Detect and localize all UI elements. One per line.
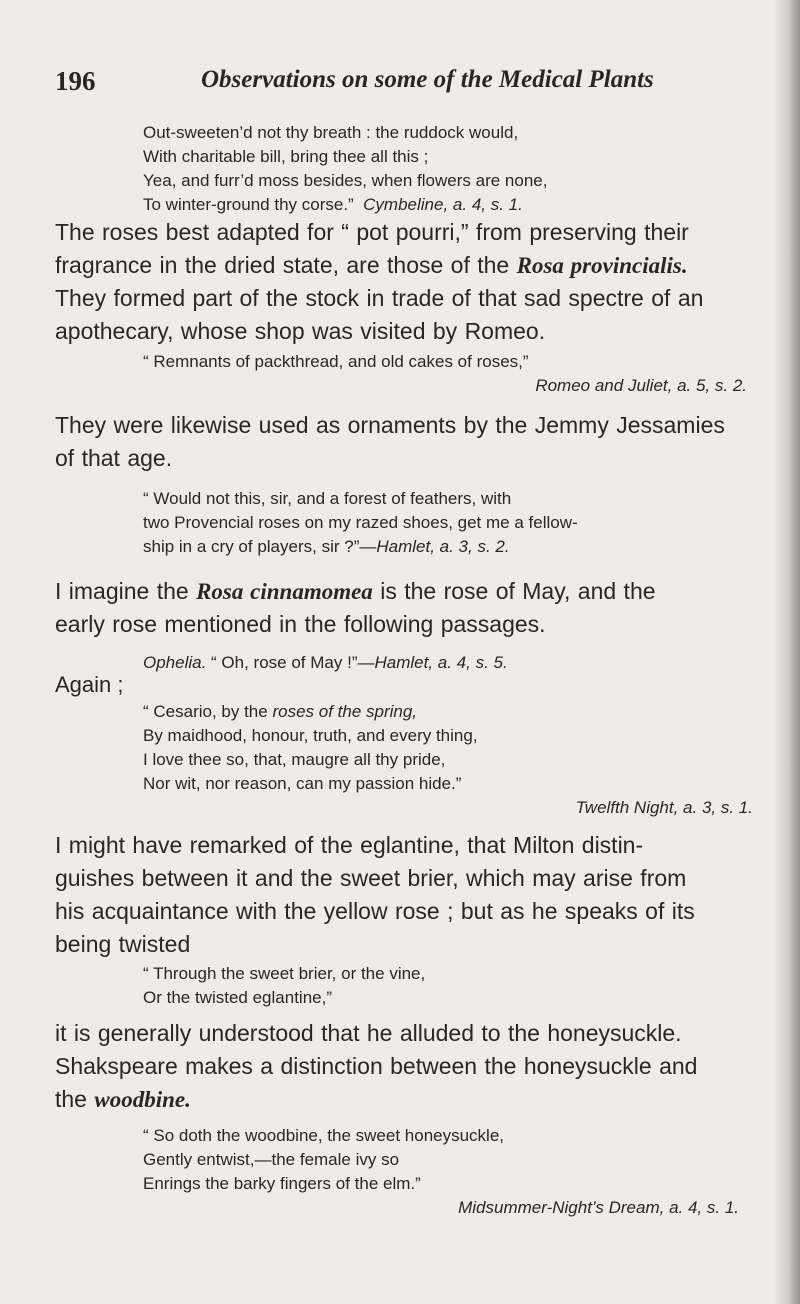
text-line: Shakspeare makes a distinction between the honeysuckle and bbox=[55, 1053, 698, 1079]
quote-milton bbox=[143, 962, 425, 1010]
quote-line: I love thee so, that, maugre all thy pride, bbox=[143, 750, 446, 769]
quote-text: “ Oh, rose of May !”— bbox=[206, 653, 375, 672]
citation: Romeo and Juliet, a. 5, s. 2. bbox=[535, 376, 747, 395]
text-line: his acquaintance with the yellow rose ; but as he speaks of its bbox=[55, 898, 695, 924]
text-line: guishes between it and the sweet brier, which may arise from bbox=[55, 865, 687, 891]
running-title: Observations on some of the Medical Plants bbox=[201, 66, 654, 93]
quote-midsummer bbox=[143, 1124, 783, 1220]
text-line: of that age. bbox=[55, 445, 173, 471]
text-line: it is generally understood that he alluded to the honeysuckle. bbox=[55, 1020, 682, 1046]
citation: Cymbeline, a. 4, s. 1. bbox=[363, 195, 523, 214]
quote-italic: roses of the spring, bbox=[272, 702, 418, 721]
quote-text: “ Cesario, by the bbox=[143, 702, 273, 721]
page-header bbox=[55, 66, 775, 106]
text-line bbox=[55, 249, 703, 282]
quote-line: “ Remnants of packthread, and old cakes of roses,” bbox=[143, 352, 529, 371]
quote-romeo bbox=[143, 350, 783, 398]
paragraph-woodbine bbox=[55, 1017, 697, 1116]
paragraph-roses bbox=[55, 216, 703, 348]
quote-line: By maidhood, honour, truth, and every thing, bbox=[143, 726, 478, 745]
text-line bbox=[55, 575, 656, 608]
speaker-name: Ophelia. bbox=[143, 653, 207, 672]
quote-line: With charitable bill, bring thee all this ; bbox=[143, 147, 429, 166]
quote-ophelia bbox=[143, 651, 508, 675]
quote-line bbox=[143, 651, 508, 675]
quote-line: two Provencial roses on my razed shoes, get me a fellow- bbox=[143, 513, 578, 532]
quote-line: Yea, and furr’d moss besides, when flowers are none, bbox=[143, 171, 548, 190]
text-line: I might have remarked of the eglantine, that Milton distin- bbox=[55, 832, 644, 858]
quote-text: To winter-ground thy corse.” bbox=[143, 195, 354, 214]
quote-line: Nor wit, nor reason, can my passion hide.” bbox=[143, 774, 462, 793]
emphasized-word: woodbine. bbox=[94, 1087, 191, 1112]
text-line: They were likewise used as ornaments by the Jemmy Jessamies bbox=[55, 412, 725, 438]
quote-line bbox=[143, 535, 578, 559]
text-line: early rose mentioned in the following passages. bbox=[55, 611, 546, 637]
quote-line: “ So doth the woodbine, the sweet honeysuckle, bbox=[143, 1126, 505, 1145]
text-run: fragrance in the dried state, are those of the bbox=[55, 252, 517, 278]
citation: Twelfth Night, a. 3, s. 1. bbox=[575, 798, 753, 817]
quote-line: “ Would not this, sir, and a forest of feathers, with bbox=[143, 489, 512, 508]
text-line bbox=[55, 1083, 697, 1116]
text-run: is the rose of May, and the bbox=[372, 578, 656, 604]
again-label: Again ; bbox=[55, 672, 124, 697]
citation: Hamlet, a. 4, s. 5. bbox=[374, 653, 508, 672]
text-line: being twisted bbox=[55, 931, 191, 957]
quote-line bbox=[143, 700, 783, 724]
citation: Hamlet, a. 3, s. 2. bbox=[376, 537, 510, 556]
quote-line: Enrings the barky fingers of the elm.” bbox=[143, 1174, 421, 1193]
text-line: apothecary, whose shop was visited by Romeo. bbox=[55, 318, 546, 344]
quote-cymbeline bbox=[143, 121, 547, 217]
quote-line: Gently entwist,—the female ivy so bbox=[143, 1150, 400, 1169]
species-name: Rosa cinnamomea bbox=[196, 579, 373, 604]
quote-hamlet-feathers bbox=[143, 487, 578, 559]
paragraph-eglantine bbox=[55, 829, 695, 961]
paragraph-rose-of-may bbox=[55, 575, 656, 641]
quote-line: Out-sweeten’d not thy breath : the ruddock would, bbox=[143, 123, 519, 142]
page-edge-shadow bbox=[774, 0, 800, 1304]
species-name: Rosa provincialis. bbox=[516, 253, 688, 278]
text-run: I imagine the bbox=[55, 578, 197, 604]
page-number: 196 bbox=[55, 66, 96, 96]
text-line: They formed part of the stock in trade of that sad spectre of an bbox=[55, 285, 704, 311]
quote-line bbox=[143, 193, 547, 217]
text-run: the bbox=[55, 1086, 95, 1112]
quote-line: “ Through the sweet brier, or the vine, bbox=[143, 964, 426, 983]
text-line: The roses best adapted for “ pot pourri,” from preserving their bbox=[55, 219, 689, 245]
quote-text: ship in a cry of players, sir ?”— bbox=[143, 537, 377, 556]
quote-twelfth-night bbox=[143, 700, 783, 820]
citation: Midsummer-Night’s Dream, a. 4, s. 1. bbox=[458, 1198, 739, 1217]
quote-line: Or the twisted eglantine,” bbox=[143, 988, 332, 1007]
paragraph-jessamies bbox=[55, 409, 725, 475]
